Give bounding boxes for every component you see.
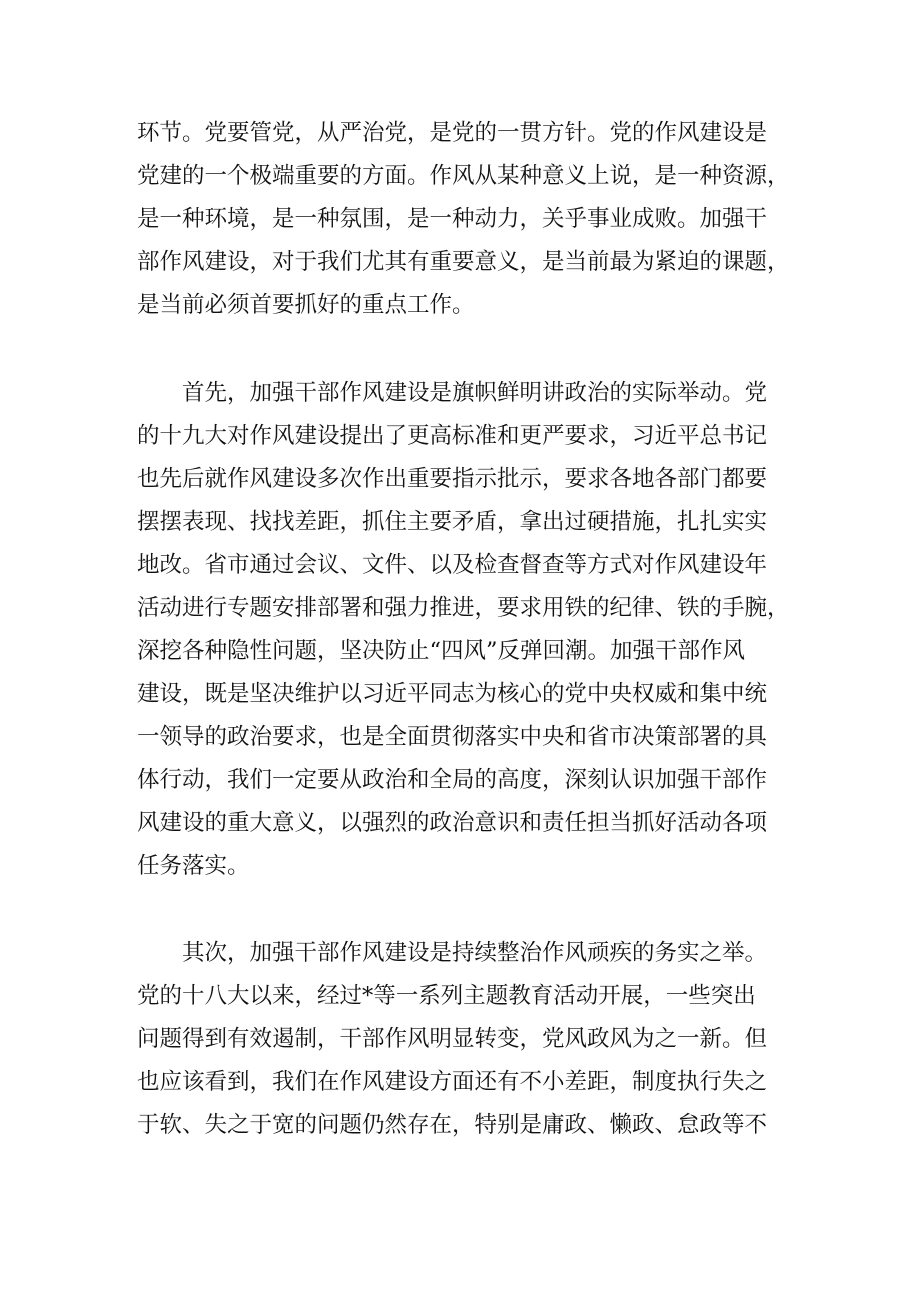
text-line: 风建设的重大意义，以强烈的政治意识和责任担当抓好活动各项 [137, 810, 768, 836]
paragraph-1 [137, 112, 805, 327]
text-line: 任务落实。 [137, 853, 250, 879]
text-line: 一领导的政治要求，也是全面贯彻落实中央和省市决策部署的具 [137, 724, 768, 750]
text-line: 环节。党要管党，从严治党，是党的一贯方针。党的作风建设是 [137, 120, 768, 146]
text-line: 党建的一个极端重要的方面。作风从某种意义上说，是一种资源， [137, 163, 790, 189]
text-line: 其次，加强干部作风建设是持续整治作风顽疾的务实之举。 [137, 940, 768, 966]
text-line: 也应该看到，我们在作风建设方面还有不小差距，制度执行失之 [137, 1069, 768, 1095]
paragraph-3 [137, 932, 805, 1147]
text-line: 地改。省市通过会议、文件、以及检查督查等方式对作风建设年 [137, 552, 768, 578]
text-line: 摆摆表现、找找差距，抓住主要矛盾，拿出过硬措施，扎扎实实 [137, 509, 768, 535]
text-line: 部作风建设，对于我们尤其有重要意义，是当前最为紧迫的课题， [137, 249, 790, 275]
text-line: 首先，加强干部作风建设是旗帜鲜明讲政治的实际举动。党 [137, 380, 768, 406]
text-line: 于软、失之于宽的问题仍然存在，特别是庸政、懒政、怠政等不 [137, 1112, 768, 1138]
text-line: 深挖各种隐性问题，坚决防止“四风”反弹回潮。加强干部作风 [137, 638, 746, 664]
text-line: 建设，既是坚决维护以习近平同志为核心的党中央权威和集中统 [137, 681, 768, 707]
text-line: 问题得到有效遏制，干部作风明显转变，党风政风为之一新。但 [137, 1026, 768, 1052]
text-line: 体行动，我们一定要从政治和全局的高度，深刻认识加强干部作 [137, 767, 768, 793]
text-line: 是当前必须首要抓好的重点工作。 [137, 292, 475, 318]
text-line: 也先后就作风建设多次作出重要指示批示，要求各地各部门都要 [137, 466, 768, 492]
text-line: 党的十八大以来，经过*等一系列主题教育活动开展，一些突出 [137, 983, 756, 1009]
text-line: 是一种环境，是一种氛围，是一种动力，关乎事业成败。加强干 [137, 206, 768, 232]
text-line: 活动进行专题安排部署和强力推进，要求用铁的纪律、铁的手腕， [137, 595, 790, 621]
paragraph-2 [137, 372, 805, 888]
text-line: 的十九大对作风建设提出了更高标准和更严要求，习近平总书记 [137, 423, 768, 449]
